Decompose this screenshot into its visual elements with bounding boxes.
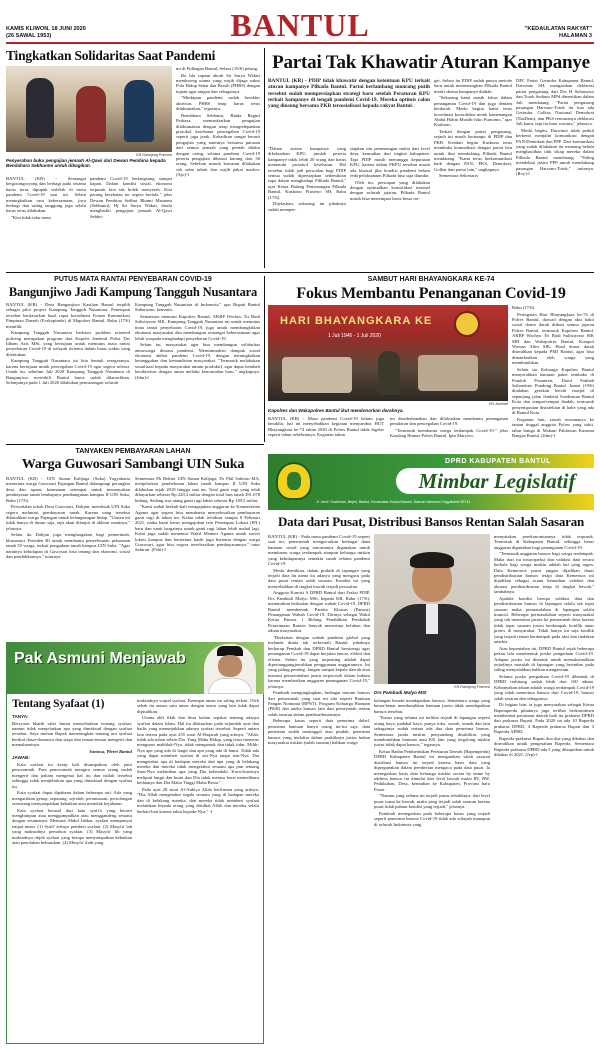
legislatif-title: Mimbar Legislatif: [418, 469, 576, 493]
story4-kicker: SAMBUT HARI BHAYANGKARA KE-74: [367, 276, 495, 283]
section-rule: [6, 272, 594, 273]
paragraph: Meski begitu, Darwinto tidak peduli berhenti menjalin komunikasi dengan PAN-Demokrat dan PPP. Dari komunikasi yang sudah dilakukan itu memang belum menghasilkan titik sikap mereka dalam Pilkada Bantul mendatang. "Paling mendekati justru PPP untuk mendukung pasangan Harsono-Totok," tuturnya. (Roy)-f: [516, 127, 594, 177]
paragraph: Kata syafaat dapat dipahami dalam beberapa arti. Ada yang mengartikan genap, sepasang, sejodoh, perantaraan, pertolongan seseorang menyampaikan kebaikan atau menolak kejahatan.: [12, 790, 132, 807]
story4-photo: [268, 305, 508, 401]
paragraph: Atas kepentahan ini, DPRD Bantul sejak beberapa pekan lalu membentuk posko pengaduan Covid-19. Adapun posko ini ditentuk untuk memaksimalkan terjadinya masalah di lapangan yang berimbas pada saling menyalahkan bahkan mengancam.: [494, 645, 594, 673]
paragraph: Rabu (17/6).: [512, 305, 536, 310]
paragraph: "Meskipun pandemi sudah berakhir aktivitas PHBS tetap harus terus dilaksanakan," tegasnya.: [176, 95, 260, 112]
story2-col3: [434, 78, 512, 268]
paragraph: kalangan berada mendapatkan bansos. Sementara warga yang benar-benar membutuhkan bantuan justru tidak mendapatkan bansos tersebut.: [374, 698, 490, 714]
story6-headline: Data dari Pusat, Distribusi Bansos Rentan Salah Sasaran: [277, 514, 585, 529]
paragraph: BANTUL (KR) - Semangat bergotongroyong dan berbagi pada sesama harus terus dipupuk terlebih di masa pandemi Covid-19 saat ini. Selain meningkatkan rasa kebersamaan, jiwa berbagi dan saling tanggung juga selalu harus terus dilakukan.: [6, 176, 86, 214]
paragraph: Kegiatan lain, ziarah rencananya ke taman tinggal anggota Polres yang sakit, tabur bunga di Makam Pahlawan Kusuma Bangsa Bantul. (Jdm)-f: [512, 416, 594, 438]
paragraph: Sementara Sekretaris: [439, 173, 478, 179]
paragraph: Anggota Komisi A DPRD Bantul dari Fraksi PDIP, Drs Pambudi Mulyo MSi, kepada KR, Rabu (17/6), menuturkan berkaitan dengan wabah Covid-19, DPRD Bantul membentuk Panitia Khusus (Pansus) Penanganan Wabah Covid-19. Dirinya sebagai Wakil Ketua Pansus 1 Bidang Pendidikan Penduduk Penerimaan Bansos banyak menerima keluhan dan aduan masyarakat.: [268, 590, 370, 634]
paragraph: Kampung Tangguh Nusantara berbasis problem oriented policing merupakan program dari Kapolri Jenderal Polisi Drs Idham Azis MSi, yang bertujuan untuk memutus mata rantai penyebaran Covid-19 di wilayah tertentu dalam batas waktu yang ditentukan.: [6, 330, 130, 357]
paragraph: Raperda prakarsa Bupati dua dua yang dibahas dan diserahkan untuk pengesahan Raperda. Sementara Raperda prakarsa DPRD ada 5 yang dilanjutkan untuk dibahas di 2021. (Jep)-f: [494, 735, 594, 757]
story6-col3: [494, 534, 594, 1044]
story2-headline: Partai Tak Khawatir Aturan Kampanye: [272, 52, 590, 73]
page-number: HALAMAN 3: [559, 33, 592, 39]
question-label: TANYA:: [12, 714, 29, 719]
paragraph: Terkait dengan partai pengusung, sejauh ini masih bertumpu di PDIP dan PKB. Kendati begitu Kusbono terus membuka komunikasi dengan partai lain untuk ikut mendukung Pilkada Bantul mendatang. "Kami terus berkomunikasi baik dengan PAN, PKS, Demokrat, Golkar dan partai lain," ungkapnya.: [434, 129, 512, 172]
paragraph: Kata syafaat itu kerap kali disampaikan oleh para penceramah. Para penceramah mengira semua orang sudah mengerti dan paham mengenai hal itu dan istilah tersebut sehingga tidak menjelaskan apa yang dimaksud dengan syafaat itu.: [12, 762, 132, 789]
paragraph: Apabila kondisi berupa validasi data dan pendistribusian bansos di lapangan selalu tak tepat sasaran maka permasalahan di lapangan selalu muncul. Beberapa permasalahan seperti masyarakat yang tak menerima protes ke pemerintah desa karena tidak tepat sasaran justru berdampak konflik antar protes di masyarakat. Tidak hanya itu saja konflik yang terjadi rentan berdampak pada aksi dan tindakan anarkis.: [494, 595, 594, 645]
story3-col2: [135, 302, 260, 436]
paper-info: [525, 26, 592, 40]
paragraph: pandemi Covid-19 berlangsung sampai kapan. Dalam kondisi sosial, ekonomi terpuruk kita tak boleh menyerah. Kita perang kesehatan ini segera berlalu," jelas Dewan Pembina Sedhur Bhumi Mataram (Sebhumi), Hj Sri Surya Widati, disela menghadiri pengajian jemaah Al-Qawi Sebhu-: [90, 176, 172, 219]
person-figure: [378, 351, 400, 395]
story4-photo-credit: KR-Jamhari: [489, 402, 508, 406]
paragraph: Selain itu, masyarakat agar bisa membangun solidaritas antarwarga dimasa pandemi. Meminimalisir dampak sosial ekonomi akibat pandemi Covid-19, dengan meningkatkan ketangguhan dan kemandirian masyarakat. "Termasuk melakukan sosialisasi kepada masyarakat umum produktif, agar dapat kembali beraktivitas dengan aman melalui kenormalan baru," ungkapnya. (Jdm)-f: [135, 342, 260, 380]
story2-col2: [350, 146, 430, 268]
story6-caption: Drs Pambudi Mulyo MSI: [374, 690, 427, 695]
paragraph: DPC Partai Gerindra Kabupaten Bantul, Darwinto SH, mengatakan deklarasi partai pengusung dari Drs H Suharsono dan Totok Sudarto MPd dimestikan dalam Juli mendatang. "Partai pengusung pasangan Harsono-Totok itu kan ada Gerindra, Golkar, Nasional Demokrat (NasDem), dan PKS rencananya deklarasi Juli kami, tapi itu baru wacana," jelasnya.: [516, 78, 594, 127]
story4-col3: [512, 305, 594, 450]
section-title: BANTUL: [230, 8, 370, 42]
story1-headline: Tingkatkan Solidaritas Saat Pandemi: [6, 48, 216, 63]
paragraph: Kata syafaat berasal dari kata syafi'a yang berarti menghimpun atau menggumpulkan atau menggandeng sesuatu dengan sesamanya. Menurut Abdul Jabbar, syafaat mempunyai empat unsur. (1) Syafi' artinya pemberi syafaat. (2) Masyfu' lah yang maksudnya pemohon syafaat. (3) Masyfu' fih yang maksudnya objek syafaat yang berupa menyampaikan kebaikan atau penolakan keburukan. (4) Masyfu' ilaih yang: [12, 807, 132, 846]
story7-headline: Tentang Syafaat (1): [12, 698, 105, 710]
paragraph: Kampung Tangguh Nusantara ini kita bentuk sesegeranya, karena bertujuan untuk pencegahan Covid-19 agar segera selesai. Untuk itu, sebelum Juli 2020 Kampung Tangguh Nusantara di Bangunjiwo mewakili Bantul harus sudah dilaunchkan. Selanjutnya pada 1 Juli 2020 dilakukan pencanangan seluruh: [6, 358, 130, 386]
paragraph: "Dalam sistem kampanye yang dikeluarkan KPU, jumlah peserta kampanye tidak lebih 20 orang dan harus mematuhi protokol kesehatan. Hal tersebut tidak jadi persoalan bagi PDIP semua sudah dipersiapkan sedemikian rupa dalam menghadapi Pilkada Bantul," ujar Ketua Bidang Pemenangan Pilkada Bantul, Kusbono Prasetyo SH, Rabu (17/6).: [268, 146, 346, 200]
paragraph: Ketua Badan Pembentukan Peraturan Daerah (Bapemperda) DPRD Kabupaten Bantul ini mengatakan salah sasaran distribusi bansos ini terjadi karena basis data yang dipergunakan dalam pemberian mengacu pada data pusat. Ia menegaskan basis data keluarga miskin secara by name by address bansos ini dimulai dari level bawah mulai RT, RW, Pedukuhan, Desa, kemudian ke Kabupaten, Provinsi baru Pusat.: [374, 749, 490, 792]
portrait-body: [208, 678, 252, 694]
paragraph: "Kami sudah berkali-kali mengajukan anggaran ke Kementerian Agama agar segera bisa membantu menyelesaikan pembayaran ganti rugi di tahun ini. Kalau tidak terlaksur sampai 8 Februari 2021, maka kami harus mengajukan izin Penetapan Lokasi (IPL) baru dan nanti hargainya untuk ganti rugi lahan lebih mahal lagi. Kami juga sudah menemui Wakil Menteri Agama untuk survei lokasi kampus dan berterima kasih juga bertemu dengan warga Guwosari, agar bisa segera terselesaikan pembayarannya," tutur Sahiron. (Febi)-f: [135, 504, 260, 553]
person-figure: [26, 78, 54, 138]
story2-col4: [516, 78, 594, 268]
lead-paragraph: BANTUL (KR) - PDIP tidak khawatir dengan ketentuan KPU terkait aturan kampanye Pilkada Bantul. Partai berlambang moncong putih tersebut sudah mempersiapkan strategi baru setelah Peraturan KPU terkait kampanye di tengah pandemi Covid-19. Mereka optimis calon yang diusung bersama PKB tersosialisasi kepada rakyat Bantul.: [268, 78, 430, 110]
paragraph: Semantara menurut Kapolres Bantul, AKBP Wachyu Tri Budi Sulistiyono SIK, Kampung Tangguh Nusantara ini untuk memutus mata rantai penyebaran Covid-19, juga untuk membangkitkan ekonomi masyarakat dan membangun semangat kebersamaan agar lebih waspada menghadapi penyebaran Covid-19.: [135, 314, 260, 341]
paragraph: "Berkaitan dengan wabah pandemi global yang melanda dunia tak terkecuali Bantul, pihaknya berharap Pemkab dan DPRD Bantul bersinergi agar penanganan Covid-19 dapat berjalan lancar, efektif dan efisien. Selain itu yang terpenting adalah dapat dipertanggungjawabkan penggunaan anggarannya. Ini yang paling penting. Jangan sampai kepala daerah atau instansi pemerintahan justru terperosok dalam hukum karena memberikan anggaran penanganan Covid-19," jelasnya.: [268, 634, 370, 689]
portrait-face: [218, 655, 242, 677]
paragraph: Pambudi menegaskan pada beberapa kasus yang terjadi seperti penerima bansos Covid-19 tidak ada wilayah manapun di seluruh Indonesia yang: [374, 810, 490, 827]
story4-col2: [390, 416, 508, 450]
person-figure: [76, 86, 106, 142]
paragraph: BANTUL (KR) - Masa pandemi Covid-19 belum juga berakhir, hal ini menyebabkan kegiatan menyambut HUT Bhayangkara ke-74 tahun 2020 di Polres Bantul tidak digelar seperti tahun sebelumnya. Kegiatan tahun: [268, 416, 384, 438]
paragraph: mi di Pulbagna Bantul, Selasa (16/6) petang.: [176, 66, 259, 71]
paragraph: BANTUL (KR) - Pada masa pandemi Covid-19 seperti saat ini, pemerintah mengucurkan berbagai dana bantuan sosial yang rencananya digunakan untuk membantu warga terdampak ataupun keluarga miskin yang kehidupannya semakin susah selama pandemi Covid-19.: [268, 534, 370, 567]
dprd-logo-icon: [276, 462, 312, 500]
story4-caption: Kapolres dan Wakapolres Bantul ikut mendonorkan darahnya.: [268, 408, 404, 413]
paragraph: siapkan tim pemenangan mulai dari level desa, kemudian dari tingkat kabupaten. Tapi PDIP masih menunggu keputusan KPU, karena dalam PKPU tersebut masih ada klausul jika kondisi pandemi belum reda pelaksanaan Pilkada bisa saja diundur.: [350, 146, 430, 179]
paragraph: Di bagian lain, ia juga menyatakan sebagai Ketua Bapemperda pihaknya juga terlibat berkomitmen membentuk peraturan daerah baik itu prakarsa DPRD dan prakarsa Bupati. Pada 2020 ini ada 10 Raperda prakarsa DPRD, 4 Raperda prakarsa Bupati dan 3 Raperda APBD.: [494, 702, 594, 735]
story5-headline: Warga Guwosari Sambangi UIN Suka: [21, 457, 245, 472]
banner-title: HARI BHAYANGKARA KE: [280, 315, 433, 327]
story7-col2: [137, 698, 259, 1040]
paragraph: Perwakilan tokoh Desa Guwosari, Dalijan, mendesak UIN Suka segera melunasi pembayaran tanah. Karena uang tersebut dibutuhkan warga Pajangan untuk kelangsungan hidup. "Uraian ini tidak hanya di dusun saja, tapi akan dilanjut di akhirat nantinya," jelasnya.: [6, 504, 130, 531]
hijri-date-line: (26 SAWAL 1953): [6, 33, 52, 39]
section-rule: [6, 444, 264, 445]
portrait-shirt: [426, 604, 438, 634]
story5-kicker: TANYAKEN PEMBAYARAN LAHAN: [75, 448, 191, 455]
banner-dates: 1 Juli 1946 - 1 Juli 2020: [328, 333, 381, 339]
story6-col1: [268, 534, 370, 1044]
paragraph: Dijelaskan, sekarang ini pihaknya sudah memper-: [268, 201, 346, 212]
paragraph: ini disederhanakan dan difokuskan membantu penanganan penularan dan pencegahan Covid-19.: [390, 416, 508, 427]
story2-col1b: [268, 146, 346, 268]
paragraph: "Termasuk membantu warga terdampak Covid-19," jelas Kasubag Humas Polres Bantul, Iptu Maryoto,: [390, 428, 508, 439]
story1-col2: [90, 176, 172, 268]
question-text: Bersyarat khatib salat Jumat menyebutkan tentang syafaat, namun tidak menjelaskan apa yang dimaksud dengan syafaat tersebut. Saya mohon Bapak menerangkan tentang arti syafaat berikut dasar-dasarnya dan siapa dan teman-teman mengerti dan memahaminya.: [12, 720, 132, 748]
paragraph: maksudnya wujud syafaat. Keempat unsur itu saling terkait. Oleh sebab itu antara satu unsur dengan unsur yang lain tidak dapat dipisahkan.: [137, 698, 259, 714]
paragraph: "Sekarang kami masih fokus dalam penanganan Covid-19 dan juga demam berdarah. Meski begitu kami terus koordinasi konsolidasi untuk kemenangan Abdul Halim Muslih-Joko Purnomo," ujar Kusbono.: [434, 95, 512, 128]
paragraph: Selain itu Keluarga Kapolres Bantul menyerahkan bantuan paket sembako di Pondok Pesantren, Darul Fatihah Srihardono Pundong Bantul. Jumat (19/6) diadakan gerakan bersih masjid di sepanjang jalan Jenderal Soedirman Bantul Kota dan tempat-tempat ibadah, termasuk penyemprotan disinfektan di halte yang ada di Bantul Kota.: [512, 366, 594, 416]
story1-photo-credit: KR-Rahajeng Pramesi: [136, 153, 172, 157]
paragraph: Selama posko pengaduan Covid-19 dibentuk di DPRD terhitung sudah lebih dari 100 aduan. Kebanyakan aduan adalah warga terdampak Covid-19 yang tidak menerima bansos dari Covid-19, bansos salah sasaran dan sebagainya.: [494, 673, 594, 701]
story1-col3: [176, 66, 260, 268]
paragraph: get. Selain itu PDIP sudah punya metode baru untuk memenangkan Pilkada Bantul meski skema kampanye diubah.: [434, 78, 512, 94]
story3-headline: Bangunjiwo Jadi Kampung Tangguh Nusantara: [8, 285, 258, 299]
answer-label: JAWAB:: [12, 755, 30, 761]
paragraph: Sementara Plt Rektor UIN Sunan Kalijaga, Dr Phil Sahiron MA, menjelaskan pembebasan lahan tanah kampus II UIN Suka dilakukan sejak 2018 hingga saat ini. Total ganti rugi yang telah dibayarkan sebesar Rp 220,3 miliar dengan total luas tanah 491.678 bidang. Sedang sisa utang ganti rugi lahan sebesar Rp 149,5 miliar.: [135, 476, 260, 503]
paragraph: Peringatan Hari Bhayangkara ke-74 di Polres Bantul, diawali dengan aksi bakti sosial donor darah diikuti semua jajaran Polres Bantul, termasuk Kapolres Bantul, AKBP Wachyu Tri Budi Sulistiyono SIK MH dan Wakapolres Bantul, Kompol Wawan Alim SIK. Hasil donor darah diserahkan kepada PMI Bantul, agar bisa dimanfaatkan oleh warga yang membutuhkan.: [512, 311, 594, 366]
paper-name: "KEDAULATAN RAKYAT": [524, 26, 592, 32]
story5-col1: [6, 476, 130, 636]
story6-photo: [374, 534, 490, 684]
story4-col1: [268, 416, 384, 450]
paragraph: "Termasuk anggaran bansos bagi warga terdampak. Maka dari itu instrospeksi dan validasi data secara berkala bagi warga miskin adalah hal yang urgen. Data Kemensos pusat jangan dijadikan dasar pendistribusian bansos tetapi data Kemensos ini dijadikan sebagai acuan kemudian validasi dan akurasi pendistribusian tetap di tingkat bawah," tambahnya.: [494, 551, 594, 595]
story6-photo-credit: KR-Rahajeng Pramesi: [454, 685, 490, 689]
portrait-hair: [410, 552, 454, 568]
legislatif-banner: [268, 454, 594, 510]
paragraph: Bendahara Sebhumi, Rinda Baginf Perkasa, memanfaatkan pengajian dilaksanakan dengan tetap mengedepankan protokol kesehatan pencegahan Covid-19 seperti jaga jarak. Kehadiran sangat berarti pengajian yang nantinya bersama putusan dari semua jemaah yang pernah dilalui dengan orang, selama pandemi Covid-19 peserta pengajian dibatasi kurang dari 30 orang. Sebelum masuk kawasan dilakukan cek suhu tubuh dan wajib pakai masker. (Ajo)-f: [176, 112, 260, 178]
donor-bed: [282, 357, 352, 393]
paragraph: menyatakan perekonomiannya tidak terpuruk. Termasuk di Kabupaten Bantul, sehingga besar anggaran digunakan bagi penanganan Covid-19.: [494, 534, 594, 550]
paragraph: Meski demikian, dalam praktik di lapangan yang terjadi data itu nama itu adanya yang mengacu pada data pusat rentan salah sasaran. Kondisi ini yang menyebabkan di tingkat bawah terjadi persoalan.: [268, 567, 370, 589]
asmuni-banner: [6, 642, 264, 694]
paragraph: "Namun yang selama ini terjadi justru sebaliknya, dari level pusat turun ke bawah, maka yang terjadi salah sasaran karena pusat tidak paham kondisi yang terjadi," jelasnya.: [374, 793, 490, 810]
story5-col2: [135, 476, 260, 636]
paragraph: Ulama ahli fikih dan ilmu kalam sepakat tentang adanya syafaat dalam Islam. Hal itu didasarkan pada sejumlah ayat dan hadis yang menunjukkan adanya syafaat tersebut. Seperti antara lain tertera pada ayat 255 surat Al-Baqarah yang artinya, "Allah, tidak ada tuhan selain Dia. Yang Maha Hidup, yang terus menerus mengurus makhluk-Nya, tidak mengantuk dan tidak tidur. Milik-Nya apa yang ada di langit dan apa yang ada di bumi. Tidak ada yang dapat memberi syafaat di sisi-Nya tanpa izin-Nya. Dia mengetahui apa di hadapan mereka dan apa yang di belakang mereka dan mereka tidak mengetahui sesuatu apa pun tentang ilmu-Nya melainkan apa yang Dia kehendaki. Kursi-kursinya meliputi langit dan bumi dan Dia tidak merasa berat memelihara keduanya dan Dia Maha Tinggi Maha Besar.": [137, 715, 259, 786]
police-emblem-icon: [454, 311, 480, 337]
story1-caption: Penyerahan buku pengajian jemaah Al-Qawi dari Dewan Pembina kepada Bendahara Sebhunmi untuk dibagikan.: [6, 158, 166, 169]
column-rule: [264, 276, 265, 442]
story1-col1: [6, 176, 86, 268]
dprd-address: Jl. Jend. Sudirman, Bejen, Bantul, Kecamatan Bantul Bantul, Daerah Istimewa Yogyakarta 55711: [316, 500, 471, 504]
asmuni-portrait: [204, 644, 256, 694]
story6-col2: [374, 698, 490, 1044]
story4-headline: Fokus Membantu Penanganan Covid-19: [296, 285, 566, 302]
paragraph: "Kita tidak tahu masa: [11, 215, 51, 221]
column-rule: [264, 48, 265, 268]
paragraph: Pambudi mengungkapkan, berbagai macam bansos dari pemerintah yang saat ini ada seperti Bantuan Pangan Nontunai (BPNT), Program Keluarga Harapan (PKH) dan aneka bansos lain dari pemerintah rentan salah sasaran dalam pendistribusiannya.: [268, 690, 370, 717]
story1-photo: [6, 66, 172, 152]
person-figure: [124, 80, 154, 142]
paragraph: Bu Ida sapaan akrab Sri Surya Widati mendorong utama yang wajib dijaga yakni Pola Hidup Sehat dan Bersih (PHBS) dengan tujuan agar tangan dan sebagainya.: [176, 72, 260, 94]
paragraph: Kampung Tangguh Nusantara di Indonesia," ujar Bupati Bantul Suharsono, kemarin.: [135, 302, 260, 313]
story3-col1: [6, 302, 130, 436]
paragraph: Pada ayat 28 surat Al-Anbiya Allah berfirman yang artinya, "Dia Allah mengetahui segala sesuatu yang di hadapan mereka dan di belakang mereka, dan mereka tidak memberi syafaat melainkan kepada orang yang diridhai Allah dan mereka selalu berhati-hati karena takut kepada-Nya." -f: [137, 786, 259, 814]
date-line: KAMIS KLIWON, 18 JUNI 2020: [6, 26, 86, 32]
paragraph: Oleh itu, persiapan yang dilakukan dengan optimalkan konsolidasi internal dengan seluruh jajaran. Pilkada Bantul masih bisa menempati basis besar tar-: [350, 179, 430, 201]
paragraph: BANTUL (KR) - Desa Bangunjiwo Kasihan Bantul terpilih sebagai pilot project Kampung Tangguh Nusantara. Penetapan tersebut berdasarkan hasil rapat koordinasi Forum Komunikasi Pimpinan Daerah (Forkopimda) di Mapolres Bantul, Rabu (17/6) memilih.: [6, 302, 130, 329]
question-author: Santosa, Pleret Bantul: [89, 748, 132, 754]
masthead-rule: [6, 42, 594, 44]
paragraph: Beberapa kasus seperti data penerima dobel, penerima bantuan hanya orang itu-itu saja, data penerima sudah meninggal atau pindah, penerima bansos yang terdaftar dalam praktiknya justru bukan masyarakat miskin (salah sasaran) bahkan warga: [268, 718, 370, 745]
donor-bed: [418, 355, 478, 391]
paragraph: BANTUL (KR) - UIN Sunan Kalijaga (Suka) Yogyakarta menerima warga Guwosari Pajangan Bantul didampingi perangkat desa dan aparat keamanan setempat untuk menanyakan pembayaran tanah lembapnya pembangunan kampus II UIN Suka, Rabu (17/6).: [6, 476, 130, 503]
story3-kicker: PUTUS MATA RANTAI PENYEBARAN COVID-19: [54, 276, 212, 283]
story7-col1: [12, 714, 132, 1040]
dprd-label: DPRD KABUPATEN BANTUL: [445, 458, 551, 465]
asmuni-title: Pak Asmuni Menjawab: [14, 650, 186, 667]
paragraph: Selain itu Dalijan juga menghargakan bagi pemerintah, khususnya Presiden RI untuk membantu penyelesaian pelunasan tanah 50 warga, terkait pengadaan tanah kampus UIN Suka. "Agar nantinya kehidupan di Guwosari bisa tenang dan ekonomi, sosial dan pendidikannya," tuturnya.: [6, 532, 130, 560]
paragraph: "Kasus yang selama ini terlihat terjadi di lapangan seperti orang kaya, padahal kaya, punya toko, sawah, ternak dan lain sebagainya sudah terima ada dua data penerima bansos. Sementara janda miskin, penyandang disabilitas yang membutuhkan bantuan atau KK lain yang tergolong miskin justru tidak dapat bansos," tegasnya.: [374, 715, 490, 748]
